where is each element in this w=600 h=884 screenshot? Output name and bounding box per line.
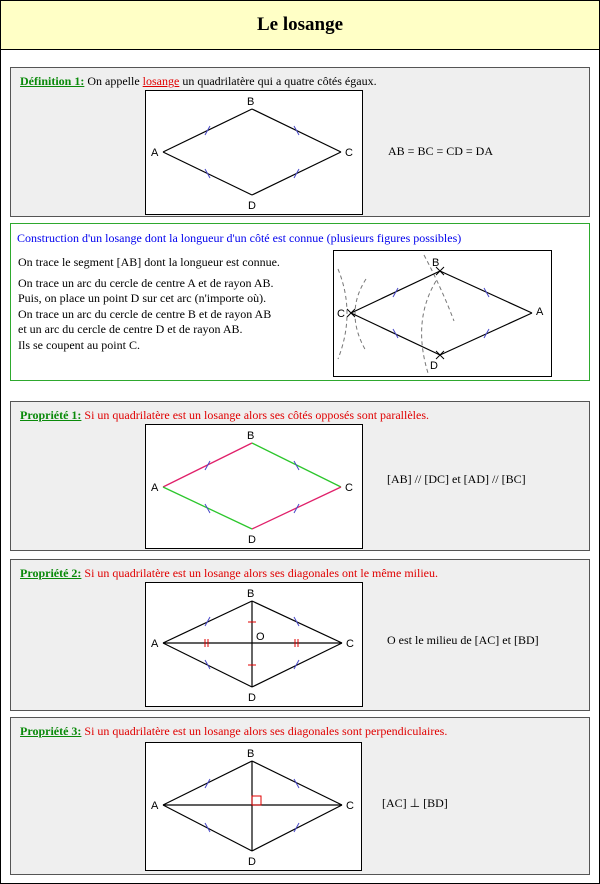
- page-title-text: Le losange: [256, 14, 344, 35]
- property2-box: [10, 559, 590, 711]
- construction-step: Ils se coupent au point C.: [18, 337, 140, 352]
- definition-formula: AB = BC = CD = DA: [388, 144, 493, 158]
- side-cd: [252, 643, 342, 687]
- point-d-label: D: [430, 360, 438, 372]
- tick-cd: [294, 169, 299, 178]
- property1-header: [20, 408, 429, 423]
- property2-header: [20, 566, 438, 581]
- side-bc: [252, 761, 342, 805]
- point-c-label: C: [345, 147, 353, 159]
- property3-header: [20, 724, 447, 739]
- point-c-label: C: [346, 800, 354, 812]
- construction-title: Construction d'un losange dont la longueur d'un côté est connue (plusieurs figures possibles): [17, 231, 462, 245]
- property1-rhombus-svg: [146, 425, 362, 548]
- property3-rhombus-svg: [146, 743, 361, 870]
- point-c-label: C: [337, 308, 345, 320]
- definition-text-after: un quadrilatère qui a quatre côtés égaux.: [179, 74, 377, 88]
- construction-step: On trace un arc du cercle de centre A et de rayon AB.: [18, 275, 274, 290]
- point-d-label: D: [248, 200, 256, 212]
- point-a-label: A: [536, 306, 544, 318]
- construction-step: On trace le segment [AB] dont la longueur est connue.: [18, 255, 280, 269]
- construction-steps: [18, 255, 280, 353]
- point-c-label: C: [346, 638, 354, 650]
- page-title: [1, 1, 599, 50]
- property3-label: Propriété 3:: [20, 724, 82, 738]
- point-a-label: A: [151, 147, 159, 159]
- property2-figure: [145, 582, 363, 707]
- property1-label: Propriété 1:: [20, 408, 82, 422]
- point-a-label: A: [151, 482, 159, 494]
- property3-box: [10, 717, 590, 875]
- property1-formula: [AB] // [DC] et [AD] // [BC]: [387, 472, 526, 486]
- point-b-label: B: [247, 748, 255, 760]
- definition-header: [20, 74, 377, 89]
- tick-da: [205, 169, 210, 178]
- property2-label: Propriété 2:: [20, 566, 82, 580]
- side-cd: [252, 805, 342, 851]
- point-b-label: B: [432, 257, 440, 269]
- definition-label: Définition 1:: [20, 74, 85, 88]
- property3-figure: [145, 742, 362, 871]
- definition-keyword: losange: [142, 74, 180, 88]
- point-o-label: O: [256, 631, 265, 643]
- definition-box: [10, 67, 590, 217]
- tick-bc: [294, 126, 299, 135]
- property2-text: Si un quadrilatère est un losange alors ses diagonales ont le même milieu.: [81, 566, 438, 580]
- construction-step: et un arc du cercle de centre D et de rayon AB.: [18, 322, 243, 336]
- construction-step: Puis, on place un point D sur cet arc (n'importe où).: [18, 291, 267, 305]
- construction-step: On trace un arc du cercle de centre B et de rayon AB: [18, 306, 272, 321]
- right-angle-mark: [252, 796, 261, 805]
- point-d-label: D: [248, 534, 256, 546]
- point-b-label: B: [247, 96, 255, 108]
- definition-figure: [145, 90, 363, 215]
- point-a-label: A: [151, 800, 159, 812]
- definition-rhombus-svg: [146, 91, 362, 214]
- property2-rhombus-svg: [146, 583, 362, 706]
- property3-text: Si un quadrilatère est un losange alors ses diagonales sont perpendiculaires.: [81, 724, 448, 738]
- point-b-label: B: [247, 588, 255, 600]
- construction-arc: [355, 279, 366, 351]
- tick-ab: [205, 126, 210, 135]
- construction-svg: [334, 251, 551, 376]
- definition-text-before: On appelle: [84, 74, 143, 88]
- property2-formula: O est le milieu de [AC] et [BD]: [387, 633, 539, 647]
- construction-figure: [333, 250, 552, 377]
- point-d-label: D: [248, 856, 256, 868]
- point-c-label: C: [345, 482, 353, 494]
- construction-box: [10, 223, 590, 381]
- property3-formula: [AC] ⊥ [BD]: [382, 796, 448, 810]
- point-b-label: B: [247, 430, 255, 442]
- point-a-label: A: [151, 638, 159, 650]
- property1-figure: [145, 424, 363, 549]
- point-d-label: D: [248, 692, 256, 704]
- property1-box: [10, 401, 590, 551]
- property1-text: Si un quadrilatère est un losange alors ses côtés opposés sont parallèles.: [81, 408, 430, 422]
